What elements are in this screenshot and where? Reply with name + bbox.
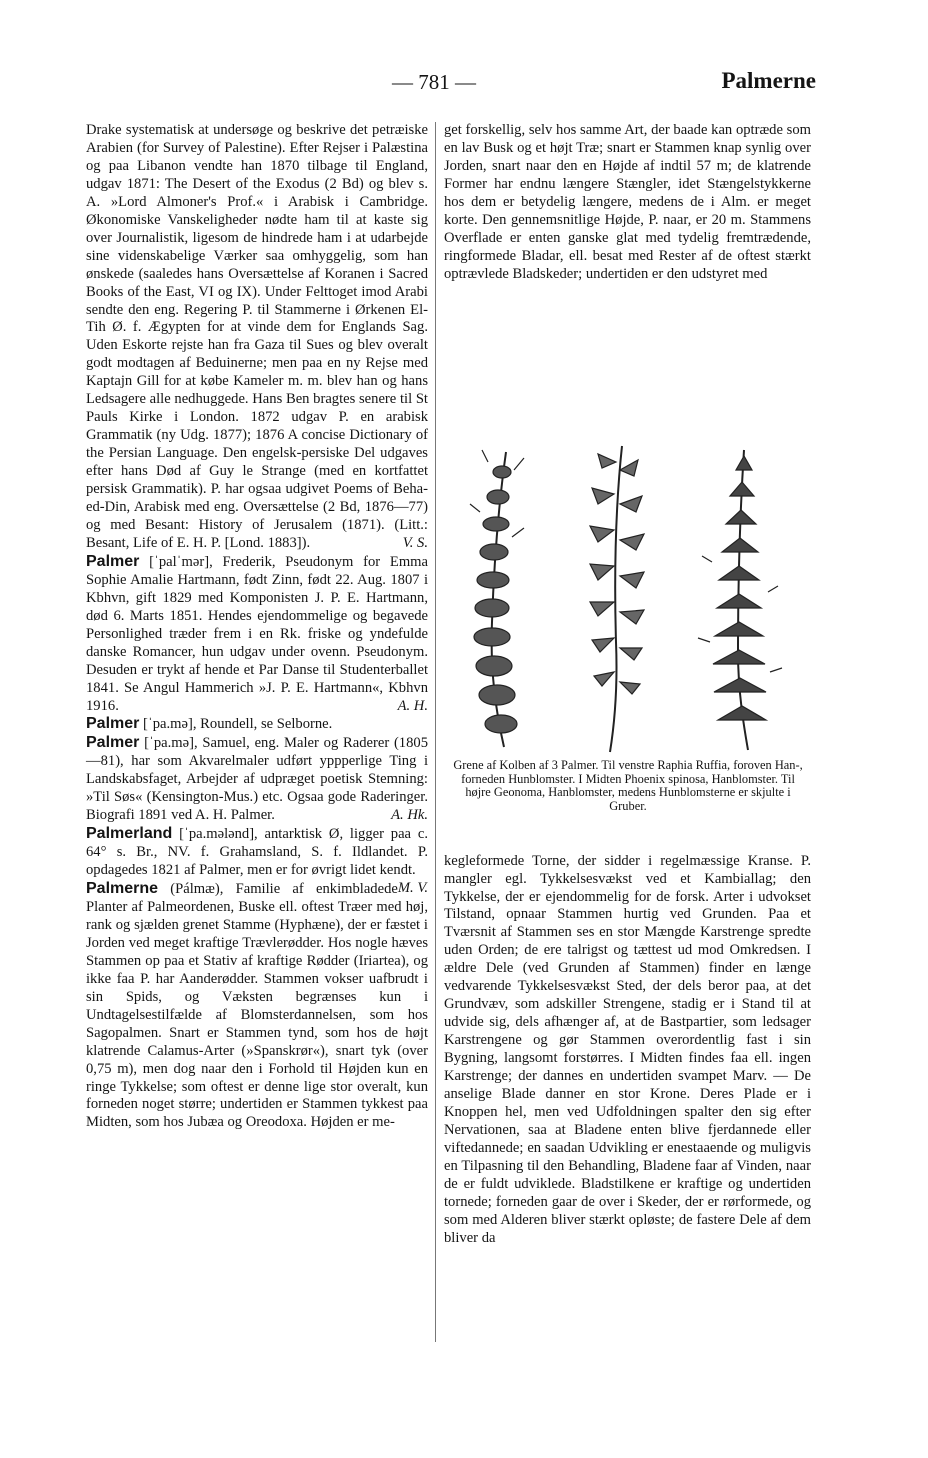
entry-palmerne-continuation: kegleformede Torne, der sidder i regelmæssige Kranse. P. mangler egl. Tykkelsesvækst ved et Kambiallag; den Tykkelse, der er ejendommelig for de forsk. Arter i udvokset Tilstand, opnaar Stammen hurtig ved Grunden. Paa et Tværsnit af Stammen ses en stor Mængde Karstrenge spredte uden Orden; de ere talrigst og tættest ud mod Omkredsen. I ældre Dele (ved Grunden af Stammen) finder en længe vedvarende Tykkelsesvækst Sted, der dels beror paa, at det Grundvæv, som adskiller Strengene, stadig er i Stand til at udvide sig, dels afhænger af, at de Bastpartier, som ledsager Karstrengene og gør Stammen overordentlig fast i sin Bygning, langsomt forstørres. I Midten findes faa ell. ingen Karstrenge; der dannes en undertiden svampet Marv. — De anselige Blade danner en stor Krone. Deres Plade er i Knoppen hel, men ved Udfoldningen spalter den sig efter Nervationen, saa at Bladene enten blive fjerdannede eller viftedannede; en saadan Udvikling er enestaaende og muligvis en Tilpasning til den Behandling, Bladene faar af Vinden, naar de er fuldt udviklede. Bladstilkene er kraftige og undertiden tornede; forneden gaar de over i Skeder, der er rørformede, og som med Alderen bliver stærkt opløste; de fastere Dele af dem bliver da bbox=[444, 852, 811, 1246]
entry-headword: Palmer bbox=[86, 734, 140, 752]
entry-text: Drake systematisk at undersøge og beskrive det petræiske Arabien (for Survey of Palestine). Efter Rejser i Palæstina og paa Libanon vendte han 1870 tilbage til England, udgav 1871: The Desert of the Exodus (2 Bd) og blev s. A. »Lord Almoner's Prof.« i Arabisk i Cambridge. Økonomiske Vanskeligheder nødte ham til at kaste sig over Journalistik, ligesom de hindrede ham i at udarbejde sine videnskabelige Værker saa omhyggelig, som han ønskede (saaledes hans Oversættelse af Koranen i Sacred Books of the East, VI og IX). Under Felttoget imod Arabi sendte den eng. Regering P. til Stammerne i Ørkenen El-Tih Ø. f. Ægypten for at vinde dem for Englands Sag. Uden Eskorte rejste han fra Gaza til Sues og blev overalt godt modtagen af Beduinerne; men paa en ny Rejse med Kaptajn Gill for at købe Kameler m. m. blev han og hans Ledsagere alle nedhuggede. Hans Ben bragtes senere til St Pauls Kirke i London. 1872 udgav P. en arabisk Grammatik (ny Udg. 1877); 1876 A concise Dictionary of the Persian Language. Den engelsk-persiske Del udgaves efter hans Død af Guy le Strange (med en kortfattet persisk Grammatik). P. har ogsaa udgivet Poems of Beha-ed-Din, Arabisk med eng. Oversættelse (2 Bd, 1876—77) og med Besant: History of Jerusalem (1871). (Litt.: Besant, Life of E. H. P. [Lond. 1883]). bbox=[86, 122, 428, 551]
entry-palmerne-continuation: get forskellig, selv hos samme Art, der baade kan optræde som en lav Busk og et højt Træ; snart er Stammen knap synlig over Jorden, snart naar den en Højde af indtil 57 m; de klatrende Former har endnu længere Stængler, idet Stængelstykkerne hos dem er betydelig længere, medens de i Alm. er meget korte. Den gennemsnitlige Højde, P. naar, er 20 m. Stammens Overflade er enten ganske glat med tydelig fremtrædende, ringformede Bladar, ell. besat med Rester af de oftest stærkt optrævlede Bladskeder; undertiden er den udstyret med bbox=[444, 122, 811, 282]
author-signature: A. H. bbox=[397, 697, 428, 714]
page-number: — 781 — bbox=[392, 70, 476, 94]
entry-palmerne bbox=[86, 880, 428, 1132]
figure-caption: Grene af Kolben af 3 Palmer. Til venstre Raphia Ruffia, foroven Han-, forneden Hunblomster. I Midten Phoenix spinosa, Hanblomster. Til højre Geonoma, Hanblomster, medens Hunblomsterne er skjulte i Gruber. bbox=[453, 758, 803, 813]
raphia-branch-drawing bbox=[470, 450, 524, 747]
entry-text: [ˈpalˈmər], Frederik, Pseudonym for Emma Sophie Amalie Hartmann, født Zinn, født 22. Aug. 1807 i Kbhvn, gift 1829 med Komponisten J. P. E. Hartmann, død 6. Marts 1851. Hendes ejendommelige og begavede Personlighed træder frem i en Rk. friske og yndefulde danske Romancer, hun udgav under ovenn. Pseudonym. Desuden er trykt af hende et Par Danse til Studenterballet 1841. Se Angul Hammerich »J. P. E. Hartmann«, Kbhvn 1916. bbox=[86, 553, 428, 714]
entry-text: (Pálmæ), Familie af enkimbladede Planter af Palmeordenen, Buske ell. oftest Træer med høj, rank og sjælden grenet Stamme (Hyphæne), der er fæstet i Jorden ved meget kraftige Trævlerødder. Hos nogle hæves Stammen op paa et Stativ af kraftige Rødder (Iriartea), og ikke faa P. har Aanderødder. Stammen vokser uafbrudt i sin Spids, og Væksten begrænses kun i Undtagelsestilfælde af Blomsterdannelsen, som hos Sagopalmen. Snart er Stammen tynd, som hos de højt klatrende Calamus-Arter (»Spanskrør«), snart tyk (over 0,75 m), men dog naar den i Forhold til Højden kun en ringe Tykkelse; som oftest er denne lige stor overalt, kun forneden noget større; undertiden er Stammen tykkest paa Midten, som hos Jubæa og Oreodoxa. Højden er me- bbox=[86, 881, 428, 1131]
author-signature: A. Hk. bbox=[391, 807, 428, 824]
geonoma-branch-drawing bbox=[698, 450, 782, 750]
entry-text: [ˈpa.mə], Samuel, eng. Maler og Raderer (1805—81), har som Akvarelmaler udført yppperlige Ting i Landskabsfaget, Arbejder af udpræget poetisk Stemning: »Til Søs« (Kensington-Mus.) etc. Ogsaa gode Raderinger. Biografi 1891 ved A. H. Palmer. bbox=[86, 735, 428, 824]
entry-headword: Palmerne bbox=[86, 880, 159, 898]
right-column-upper bbox=[444, 122, 811, 284]
entry-headword: Palmerland bbox=[86, 825, 173, 843]
entry-palmer-frederik bbox=[86, 553, 428, 716]
author-signature: V. S. bbox=[402, 534, 428, 551]
phoenix-branch-drawing bbox=[590, 446, 644, 752]
palm-inflorescence-illustration bbox=[444, 442, 811, 754]
entry-text: [ˈpa.mə], Roundell, se Selborne. bbox=[143, 716, 333, 733]
left-column bbox=[86, 122, 428, 1132]
running-head: Palmerne bbox=[721, 68, 816, 93]
entry-headword: Palmer bbox=[86, 715, 140, 733]
entry-text: [ˈpa.mələnd], antarktisk Ø, ligger paa c. 64° s. Br., NV. f. Grahamsland, S. f. Ildlandet. P. opdagedes 1821 af Palmer, men er for øvrigt lidet kendt. bbox=[86, 826, 428, 879]
right-column-lower bbox=[444, 838, 811, 1262]
author-signature: M. V. bbox=[397, 880, 428, 897]
entry-drake-continuation bbox=[86, 122, 428, 553]
entry-headword: Palmer bbox=[86, 552, 140, 570]
entry-palmer-samuel bbox=[86, 734, 428, 825]
entry-palmer-roundell bbox=[86, 715, 428, 734]
column-divider bbox=[435, 122, 436, 1342]
